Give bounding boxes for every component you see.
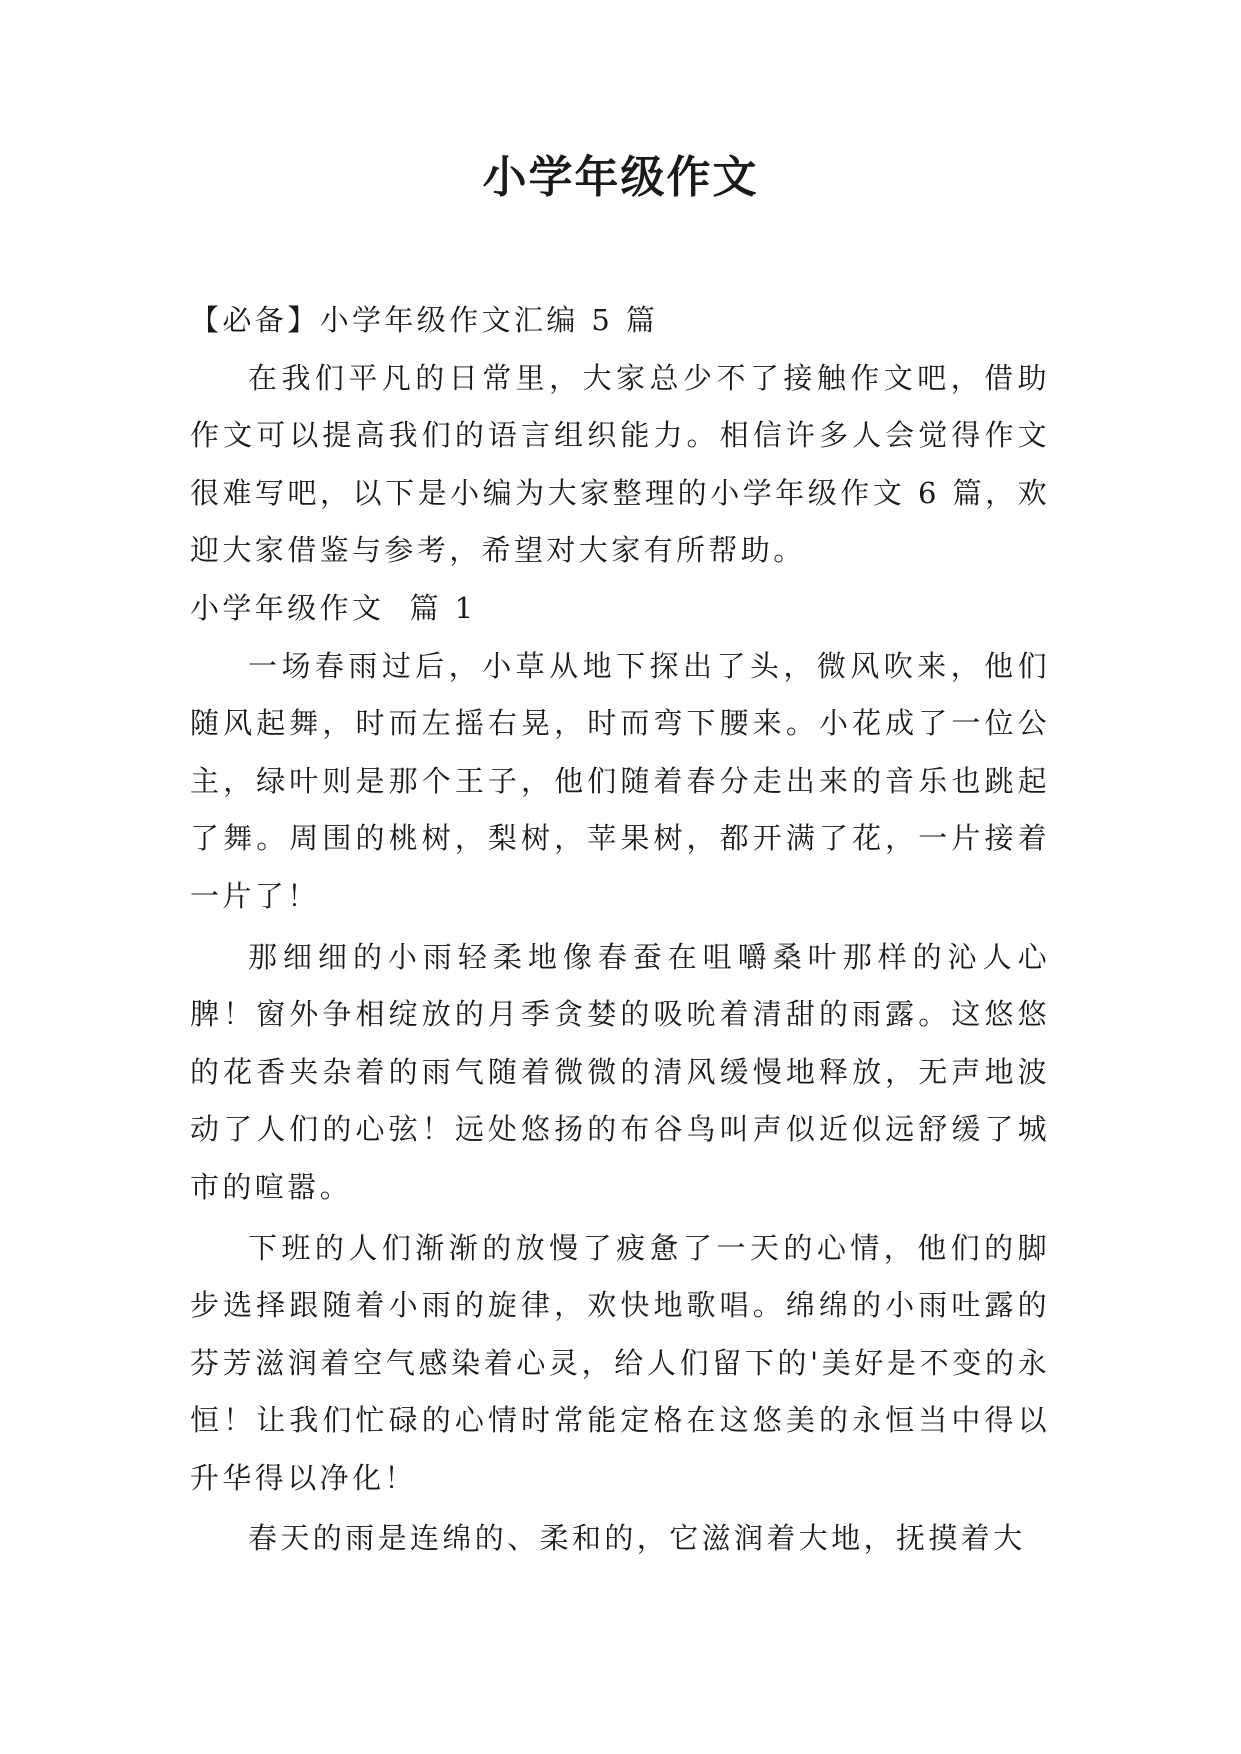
section-heading: 小学年级作文 篇 1 xyxy=(190,590,477,625)
body-paragraph-2: 那细细的小雨轻柔地像春蚕在咀嚼桑叶那样的沁人心脾！窗外争相绽放的月季贪婪的吸吮着清甜的雨露。这悠悠的花香夹杂着的雨气随着微微的清风缓慢地释放，无声地波动了人们的心弦！远处悠扬的布谷鸟叫声似近似远舒缓了城市的喧嚣。 xyxy=(190,939,1050,1204)
intro-paragraph: 在我们平凡的日常里，大家总少不了接触作文吧，借助作文可以提高我们的语言组织能力。相信许多人会觉得作文很难写吧，以下是小编为大家整理的小学年级作文 6 篇，欢迎大家借鉴与参考，希望对大家有所帮助。 xyxy=(190,360,1050,568)
document-title: 小学年级作文 xyxy=(482,152,759,203)
body-paragraph-4: 春天的雨是连绵的、柔和的，它滋润着大地，抚摸着大 xyxy=(248,1521,1026,1556)
document-body xyxy=(190,292,1050,1568)
body-paragraph-3: 下班的人们渐渐的放慢了疲惫了一天的心情，他们的脚步选择跟随着小雨的旋律，欢快地歌唱。绵绵的小雨吐露的芬芳滋润着空气感染着心灵，给人们留下的'美好是不变的永恒！让我们忙碌的心情时常能定格在这悠美的永恒当中得以升华得以净化！ xyxy=(190,1230,1050,1495)
document-subtitle: 【必备】小学年级作文汇编 5 篇 xyxy=(190,303,659,337)
body-paragraph-1: 一场春雨过后，小草从地下探出了头，微风吹来，他们随风起舞，时而左摇右晃，时而弯下腰来。小花成了一位公主，绿叶则是那个王子，他们随着春分走出来的音乐也跳起了舞。周围的桃树，梨树，苹果树，都开满了花，一片接着一片了！ xyxy=(190,648,1050,913)
